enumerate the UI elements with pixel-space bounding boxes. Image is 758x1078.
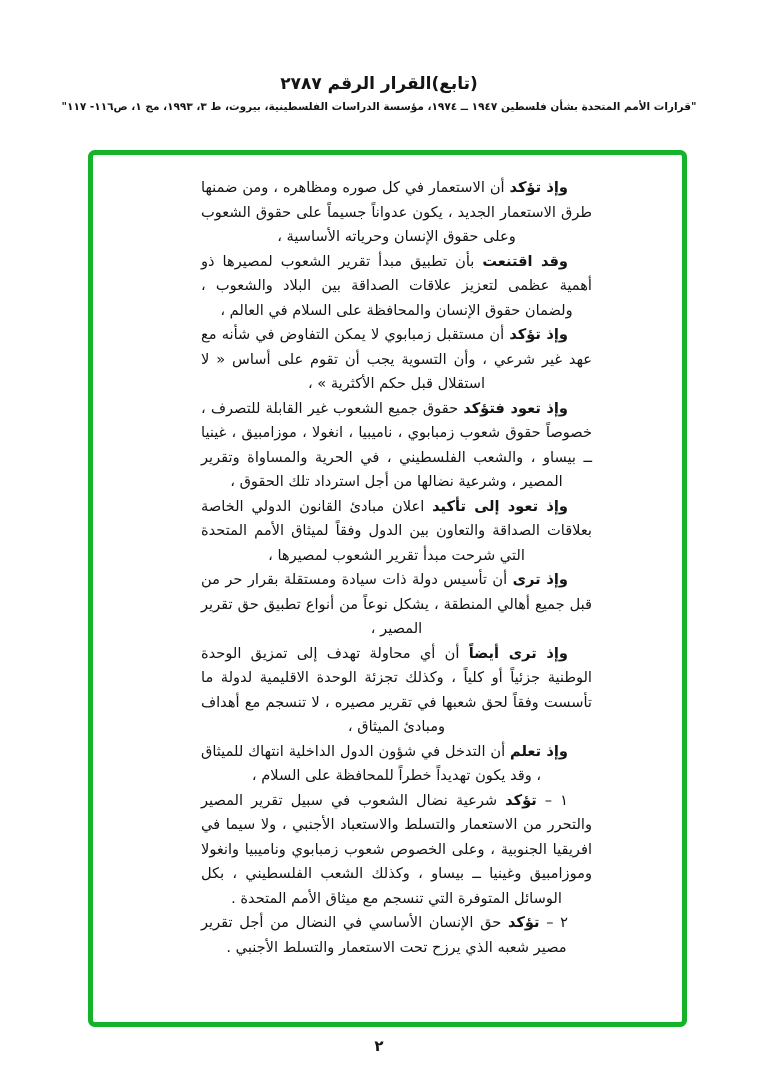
paragraph-lead: وإذ تعود إلى تأكيد bbox=[432, 497, 568, 515]
paragraph-text: أن الاستعمار في كل صوره ومظاهره ، ومن ضمنها طرق الاستعمار الجديد ، يكون عدواناً جسيماً على حقوق الشعوب وعلى حقوق الإنسان وحرياته الأساسية ، bbox=[201, 179, 592, 245]
resolution-title: (تابع)القرار الرقم ٢٧٨٧ bbox=[280, 74, 478, 94]
paragraph-lead: وإذ ترى أيضاً bbox=[468, 644, 568, 662]
paragraph-number: ٢ – bbox=[539, 914, 568, 931]
paragraph bbox=[201, 176, 592, 250]
paragraph-text: أن مستقبل زمبابوي لا يمكن التفاوض في شأنه مع عهد غير شرعي ، وأن التسوية يجب أن تقوم على أساس « لا استقلال قبل حكم الأكثرية » ، bbox=[201, 326, 592, 392]
content-border-box bbox=[88, 150, 687, 1027]
paragraph-text: بأن تطبيق مبدأ تقرير الشعوب لمصيرها ذو أهمية عظمى لتعزيز علاقات الصداقة بين البلاد والشعوب ، ولضمان حقوق الإنسان والمحافظة على السلام في العالم ، bbox=[201, 252, 592, 319]
paragraph-text: حقوق جميع الشعوب غير القابلة للتصرف ، خصوصاً حقوق شعوب زمبابوي ، ناميبيا ، انغولا ، موزامبيق ، غينيا ــ بيساو ، والشعب الفلسطيني ، في الحرية والمساواة وتقرير المصير ، وشرعية نضالها من أجل استرداد تلك الحقوق ، bbox=[201, 399, 592, 490]
document-body bbox=[93, 155, 682, 960]
paragraph-text: أن أي محاولة تهدف إلى تمزيق الوحدة الوطنية جزئياً أو كلياً ، وكذلك تجزئة الوحدة الاقليمية لدولة ما تأسست وفقاً لحق شعبها في تقرير مصيره ، لا تنسجم مع أهداف ومبادئ الميثاق ، bbox=[201, 644, 592, 735]
paragraph-text: اعلان مبادئ القانون الدولي الخاصة بعلاقات الصداقة والتعاون بين الدول وفقاً لميثاق الأمم المتحدة التي شرحت مبدأ تقرير الشعوب لمصيرها ، bbox=[201, 497, 592, 564]
paragraph-text: حق الإنسان الأساسي في النضال من أجل تقرير مصير شعبه الذي يرزح تحت الاستعمار والتسلط الأجنبي . bbox=[201, 914, 567, 956]
paragraph bbox=[201, 250, 592, 324]
paragraph bbox=[201, 642, 592, 740]
paragraph-text: أن تأسيس دولة ذات سيادة ومستقلة بقرار حر من قبل جميع أهالي المنطقة ، يشكل نوعاً من أنواع تطبيق حق تقرير المصير ، bbox=[201, 571, 592, 637]
page-number: ٢ bbox=[374, 1037, 384, 1055]
source-citation: "قرارات الأمم المتحدة بشأن فلسطين ١٩٤٧ ــ ١٩٧٤، مؤسسة الدراسات الفلسطينية، بيروت، ط ٣، ١٩٩٣، مج ١، ص١١٦- ١١٧" bbox=[61, 101, 697, 113]
paragraph-lead: وإذ تؤكد bbox=[509, 179, 568, 196]
paragraph-lead: وإذ ترى bbox=[512, 571, 568, 588]
paragraph-lead: وإذ تعود فتؤكد bbox=[463, 399, 568, 417]
paragraph-lead: تؤكد bbox=[507, 914, 540, 931]
document-header bbox=[0, 74, 758, 113]
paragraph bbox=[201, 397, 592, 495]
paragraph bbox=[201, 911, 592, 960]
paragraph-number: ١ – bbox=[536, 791, 568, 809]
paragraph-lead: وإذ تؤكد bbox=[509, 326, 568, 343]
paragraph bbox=[201, 789, 592, 912]
paragraph bbox=[201, 740, 592, 789]
paragraph-lead: وقد اقتنعت bbox=[482, 252, 569, 270]
paragraph bbox=[201, 568, 592, 642]
paragraph-text: أن التدخل في شؤون الدول الداخلية انتهاك للميثاق ، وقد يكون تهديداً خطراً للمحافظة على السلام ، bbox=[201, 742, 542, 784]
paragraph-lead: تؤكد bbox=[505, 791, 537, 809]
paragraph bbox=[201, 323, 592, 397]
paragraph-text: شرعية نضال الشعوب في سبيل تقرير المصير والتحرر من الاستعمار والتسلط والاستعباد الأجنبي ، ولا سيما في افريقيا الجنوبية ، وعلى الخصوص شعوب زمبابوي وناميبيا وانغولا وموزامبيق وغينيا ــ بيساو ، وكذلك الشعب الفلسطيني ، بكل الوسائل المتوفرة التي تنسجم مع ميثاق الأمم المتحدة . bbox=[201, 791, 592, 907]
paragraph-lead: وإذ تعلم bbox=[510, 742, 568, 760]
paragraph bbox=[201, 495, 592, 569]
